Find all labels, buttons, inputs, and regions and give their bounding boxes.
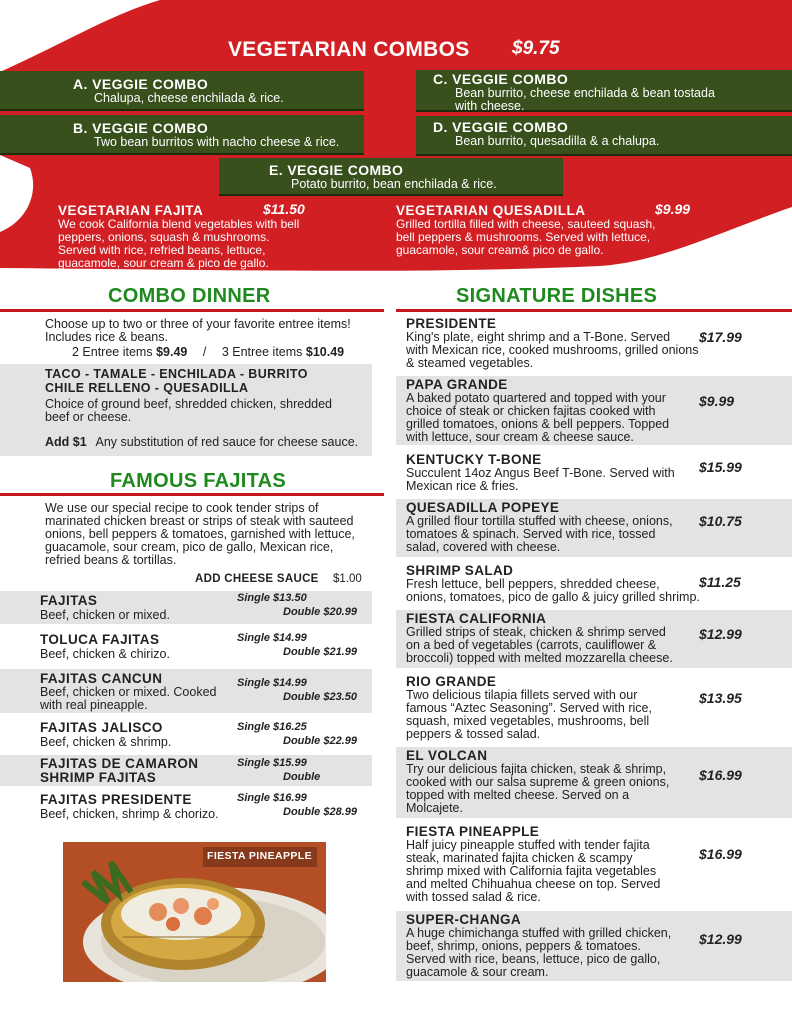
combo-dinner-rule xyxy=(0,309,384,312)
dish-desc-line: Mexican rice & fries. xyxy=(406,479,519,493)
dish-desc-line: Grilled strips of steak, chicken & shrimp served xyxy=(406,625,666,639)
fajita-single-price: Single $13.50 xyxy=(237,592,307,604)
famous-fajitas-title: FAMOUS FAJITAS xyxy=(110,470,287,492)
fajita-name: FAJITAS PRESIDENTE xyxy=(40,792,192,807)
add-text: Any substitution of red sauce for cheese sauce. xyxy=(95,435,359,449)
fajita-name-2: SHRIMP FAJITAS xyxy=(40,770,157,785)
fajita-desc: Beef, chicken & chirizo. xyxy=(40,647,170,661)
dish-name: FIESTA CALIFORNIA xyxy=(406,611,547,626)
fajitas-intro-3: onions, bell peppers & tomatoes, garnished with lettuce, xyxy=(45,527,355,541)
combo-desc: Potato burrito, bean enchilada & rice. xyxy=(291,177,497,191)
sig-fiesta-california xyxy=(396,610,792,668)
two-entree-label: 2 Entree items xyxy=(72,345,153,359)
sig-papa-grande xyxy=(396,376,792,445)
item-price: $9.99 xyxy=(655,201,691,217)
signature-dishes-rule xyxy=(396,309,792,312)
fajita-single-price: Single $14.99 xyxy=(237,677,307,689)
fajita-item-cancun xyxy=(0,669,372,713)
dish-price: $15.99 xyxy=(699,459,742,475)
dish-name: PRESIDENTE xyxy=(406,316,497,331)
veggie-combo-e xyxy=(219,158,563,196)
dish-desc-line: Half juicy pineapple stuffed with tender fajita xyxy=(406,838,650,852)
sig-el-volcan xyxy=(396,747,792,818)
dish-price: $10.75 xyxy=(699,513,742,529)
combo-title: B. VEGGIE COMBO xyxy=(73,120,209,136)
dish-desc-line: Fresh lettuce, bell peppers, shredded cheese, xyxy=(406,577,660,591)
fajita-name: FAJITAS DE CAMARON xyxy=(40,756,199,771)
add-cheese-sauce: ADD CHEESE SAUCE xyxy=(195,573,319,585)
dish-name: FIESTA PINEAPPLE xyxy=(406,824,540,839)
fajita-desc: Beef, chicken or mixed. xyxy=(40,608,170,622)
dish-desc-line: Two delicious tilapia fillets served with our xyxy=(406,688,638,702)
photo-caption: FIESTA PINEAPPLE xyxy=(207,850,312,862)
dish-price: $13.95 xyxy=(699,690,742,706)
dish-desc-line: tomatoes & spinach. Served with rice, tossed xyxy=(406,527,656,541)
dish-desc-line: shrimp mixed with California fajita vegetables xyxy=(406,864,657,878)
fajita-single-price: Single $16.99 xyxy=(237,792,307,804)
combo-dinner-title: COMBO DINNER xyxy=(108,285,271,307)
sig-super-changa xyxy=(396,911,792,981)
dish-desc-line: squash, mixed vegetables, mushrooms, bell xyxy=(406,714,650,728)
item-desc-line: bell peppers & mushrooms. Served with lettuce, xyxy=(396,230,651,244)
fajita-name: FAJITAS CANCUN xyxy=(40,671,163,686)
fajita-item-presidente xyxy=(0,790,372,823)
dish-name: KENTUCKY T-BONE xyxy=(406,452,542,467)
dish-desc-line: grilled tomatoes, onions & bell peppers. Topped xyxy=(406,417,670,431)
dish-price: $9.99 xyxy=(699,393,735,409)
dish-name: QUESADILLA POPEYE xyxy=(406,500,560,515)
fajita-item-fajitas xyxy=(0,591,372,624)
fajita-desc: Beef, chicken or mixed. Cooked xyxy=(40,685,217,699)
fajita-item-jalisco xyxy=(0,718,372,751)
sig-presidente xyxy=(396,314,792,370)
fajita-double-price: Double $28.99 xyxy=(283,806,357,818)
combo-desc-2: with cheese. xyxy=(455,99,525,113)
pineapple-illustration xyxy=(63,842,326,982)
dish-desc-line: Try our delicious fajita chicken, steak & shrimp, xyxy=(406,762,667,776)
sig-kentucky-t-bone xyxy=(396,450,792,494)
dish-desc-line: King's plate, eight shrimp and a T-Bone. Served xyxy=(406,330,671,344)
fajita-name: FAJITAS xyxy=(40,593,98,608)
combo-add-note xyxy=(45,436,358,449)
combo-desc: Chalupa, cheese enchilada & rice. xyxy=(94,91,284,105)
signature-dishes-title: SIGNATURE DISHES xyxy=(456,285,658,307)
dish-desc-line: famous “Aztec Seasoning”. Served with rice, xyxy=(406,701,652,715)
dish-desc-line: topped with melted cheese. Served on a xyxy=(406,788,630,802)
vegetarian-quesadilla xyxy=(396,203,716,257)
fiesta-pineapple-photo xyxy=(63,842,326,982)
dish-desc-line: with lettuce, sour cream & cheese sauce. xyxy=(406,430,634,444)
fajita-double-price: Double $20.99 xyxy=(283,606,357,618)
dish-desc-line: A huge chimichanga stuffed with grilled chicken, xyxy=(406,926,672,940)
fajita-double-price: Double $22.99 xyxy=(283,735,357,747)
item-desc-line: Grilled tortilla filled with cheese, sauteed squash, xyxy=(396,217,656,231)
veggie-combo-d xyxy=(416,116,792,156)
dish-desc-line: Served with rice, beans, lettuce, pico de gallo, xyxy=(406,952,661,966)
fajita-single-price: Single $15.99 xyxy=(237,757,307,769)
dish-desc-line: peppers & tossed salad. xyxy=(406,727,541,741)
fajitas-intro-1: We use our special recipe to cook tender strips of xyxy=(45,501,319,515)
vegetarian-combos-title: VEGETARIAN COMBOS xyxy=(228,38,470,61)
sig-rio-grande xyxy=(396,672,792,742)
sig-shrimp-salad xyxy=(396,561,792,605)
dish-name: PAPA GRANDE xyxy=(406,377,508,392)
fajita-desc-2: with real pineapple. xyxy=(40,698,148,712)
dish-name: SUPER-CHANGA xyxy=(406,912,522,927)
dish-price: $16.99 xyxy=(699,846,742,862)
combo-desc: Two bean burritos with nacho cheese & rice. xyxy=(94,135,340,149)
dish-desc-line: salad, covered with cheese. xyxy=(406,540,561,554)
combo-choice-1: Choice of ground beef, shredded chicken, shredded xyxy=(45,397,332,411)
combo-title: A. VEGGIE COMBO xyxy=(73,76,209,92)
two-entree-price: $9.49 xyxy=(156,345,188,359)
combo-desc: Bean burrito, cheese enchilada & bean tostada xyxy=(455,86,715,100)
item-desc-line: peppers, onions, squash & mushrooms. xyxy=(58,230,270,244)
fajita-double-price: Double xyxy=(283,771,321,783)
fajitas-intro-2: marinated chicken breast or strips of steak with sauteed xyxy=(45,514,354,528)
dish-desc-line: guacamole & sour cream. xyxy=(406,965,549,979)
three-entree-price: $10.49 xyxy=(305,345,345,359)
sig-quesadilla-popeye xyxy=(396,499,792,557)
price-separator: / xyxy=(202,345,207,359)
fajita-single-price: Single $14.99 xyxy=(237,632,307,644)
dish-name: SHRIMP SALAD xyxy=(406,563,514,578)
item-price: $11.50 xyxy=(263,201,305,217)
combo-desc: Bean burrito, quesadilla & a chalupa. xyxy=(455,134,660,148)
item-desc-line: guacamole, sour cream& pico de gallo. xyxy=(396,243,604,257)
dish-price: $11.25 xyxy=(699,574,741,590)
dish-name: EL VOLCAN xyxy=(406,748,488,763)
combo-choice-2: beef or cheese. xyxy=(45,410,132,424)
fajita-desc: Beef, chicken & shrimp. xyxy=(40,735,172,749)
vegetarian-fajita xyxy=(58,203,378,270)
three-entree-label: 3 Entree items xyxy=(221,345,303,359)
fajita-desc: Beef, chicken, shrimp & chorizo. xyxy=(40,807,219,821)
dish-desc-line: A baked potato quartered and topped with your xyxy=(406,391,666,405)
veggie-combo-c xyxy=(416,70,792,112)
fajita-single-price: Single $16.25 xyxy=(237,721,307,733)
dish-desc-line: with Mexican rice, cooked mushrooms, grilled onions xyxy=(406,343,699,357)
combo-items-line-2: CHILE RELLENO - QUESADILLA xyxy=(45,381,249,395)
fajita-item-camaron xyxy=(0,755,372,786)
famous-fajitas-rule xyxy=(0,493,384,496)
combo-title: D. VEGGIE COMBO xyxy=(433,119,569,135)
fajita-double-price: Double $21.99 xyxy=(283,646,357,658)
fajitas-intro-4: guacamole, sour cream, pico de gallo, Mexican rice, xyxy=(45,540,334,554)
dish-desc-line: & steamed vegetables. xyxy=(406,356,534,370)
fajita-name: TOLUCA FAJITAS xyxy=(40,632,160,647)
item-title: VEGETARIAN QUESADILLA xyxy=(396,203,586,218)
dish-desc-line: choice of steak or chicken fajitas cooked with xyxy=(406,404,656,418)
fajita-item-toluca xyxy=(0,630,372,663)
add-label: Add $1 xyxy=(45,435,87,449)
dish-name: RIO GRANDE xyxy=(406,674,497,689)
combo-entree-prices xyxy=(72,346,344,359)
combo-title: E. VEGGIE COMBO xyxy=(269,162,404,178)
dish-price: $17.99 xyxy=(699,329,742,345)
combo-items-line-1: TACO - TAMALE - ENCHILADA - BURRITO xyxy=(45,367,308,381)
sig-fiesta-pineapple xyxy=(396,822,792,906)
item-desc-line: We cook California blend vegetables with bell xyxy=(58,217,300,231)
dish-desc-line: Molcajete. xyxy=(406,801,463,815)
vegetarian-combos-price: $9.75 xyxy=(512,38,560,59)
combo-intro-1: Choose up to two or three of your favorite entree items! xyxy=(45,317,351,331)
dish-desc-line: A grilled flour tortilla stuffed with cheese, onions, xyxy=(406,514,673,528)
dish-desc-line: and melted Chihuahua cheese on top. Served xyxy=(406,877,661,891)
dish-desc-line: on a bed of vegetables (carrots, cauliflower & xyxy=(406,638,657,652)
dish-price: $12.99 xyxy=(699,931,742,947)
dish-desc-line: beef, shrimp, onions, peppers & tomatoes. xyxy=(406,939,641,953)
veggie-combo-b xyxy=(0,115,364,155)
item-title: VEGETARIAN FAJITA xyxy=(58,203,204,218)
fajita-name: FAJITAS JALISCO xyxy=(40,720,163,735)
fajita-double-price: Double $23.50 xyxy=(283,691,357,703)
item-desc-line: guacamole, sour cream & pico de gallo. xyxy=(58,256,269,270)
fajitas-intro-5: refried beans & tortillas. xyxy=(45,553,177,567)
dish-price: $12.99 xyxy=(699,626,742,642)
dish-desc-line: Succulent 14oz Angus Beef T-Bone. Served with xyxy=(406,466,675,480)
dish-desc-line: steak, marinated fajita chicken & scampy xyxy=(406,851,633,865)
add-cheese-sauce-price: $1.00 xyxy=(333,573,362,585)
combo-intro-2: Includes rice & beans. xyxy=(45,330,168,344)
dish-desc-line: broccoli) topped with melted mozzarella cheese. xyxy=(406,651,673,665)
item-desc-line: Served with rice, refried beans, lettuce, xyxy=(58,243,266,257)
veggie-combo-a xyxy=(0,71,364,111)
dish-desc-line: with tossed salad & rice. xyxy=(406,890,541,904)
dish-price: $16.99 xyxy=(699,767,742,783)
combo-title: C. VEGGIE COMBO xyxy=(433,71,569,87)
dish-desc-line: onions, tomatoes, pico de gallo & juicy grilled shrimp. xyxy=(406,590,700,604)
dish-desc-line: cooked with our salsa supreme & green onions, xyxy=(406,775,670,789)
